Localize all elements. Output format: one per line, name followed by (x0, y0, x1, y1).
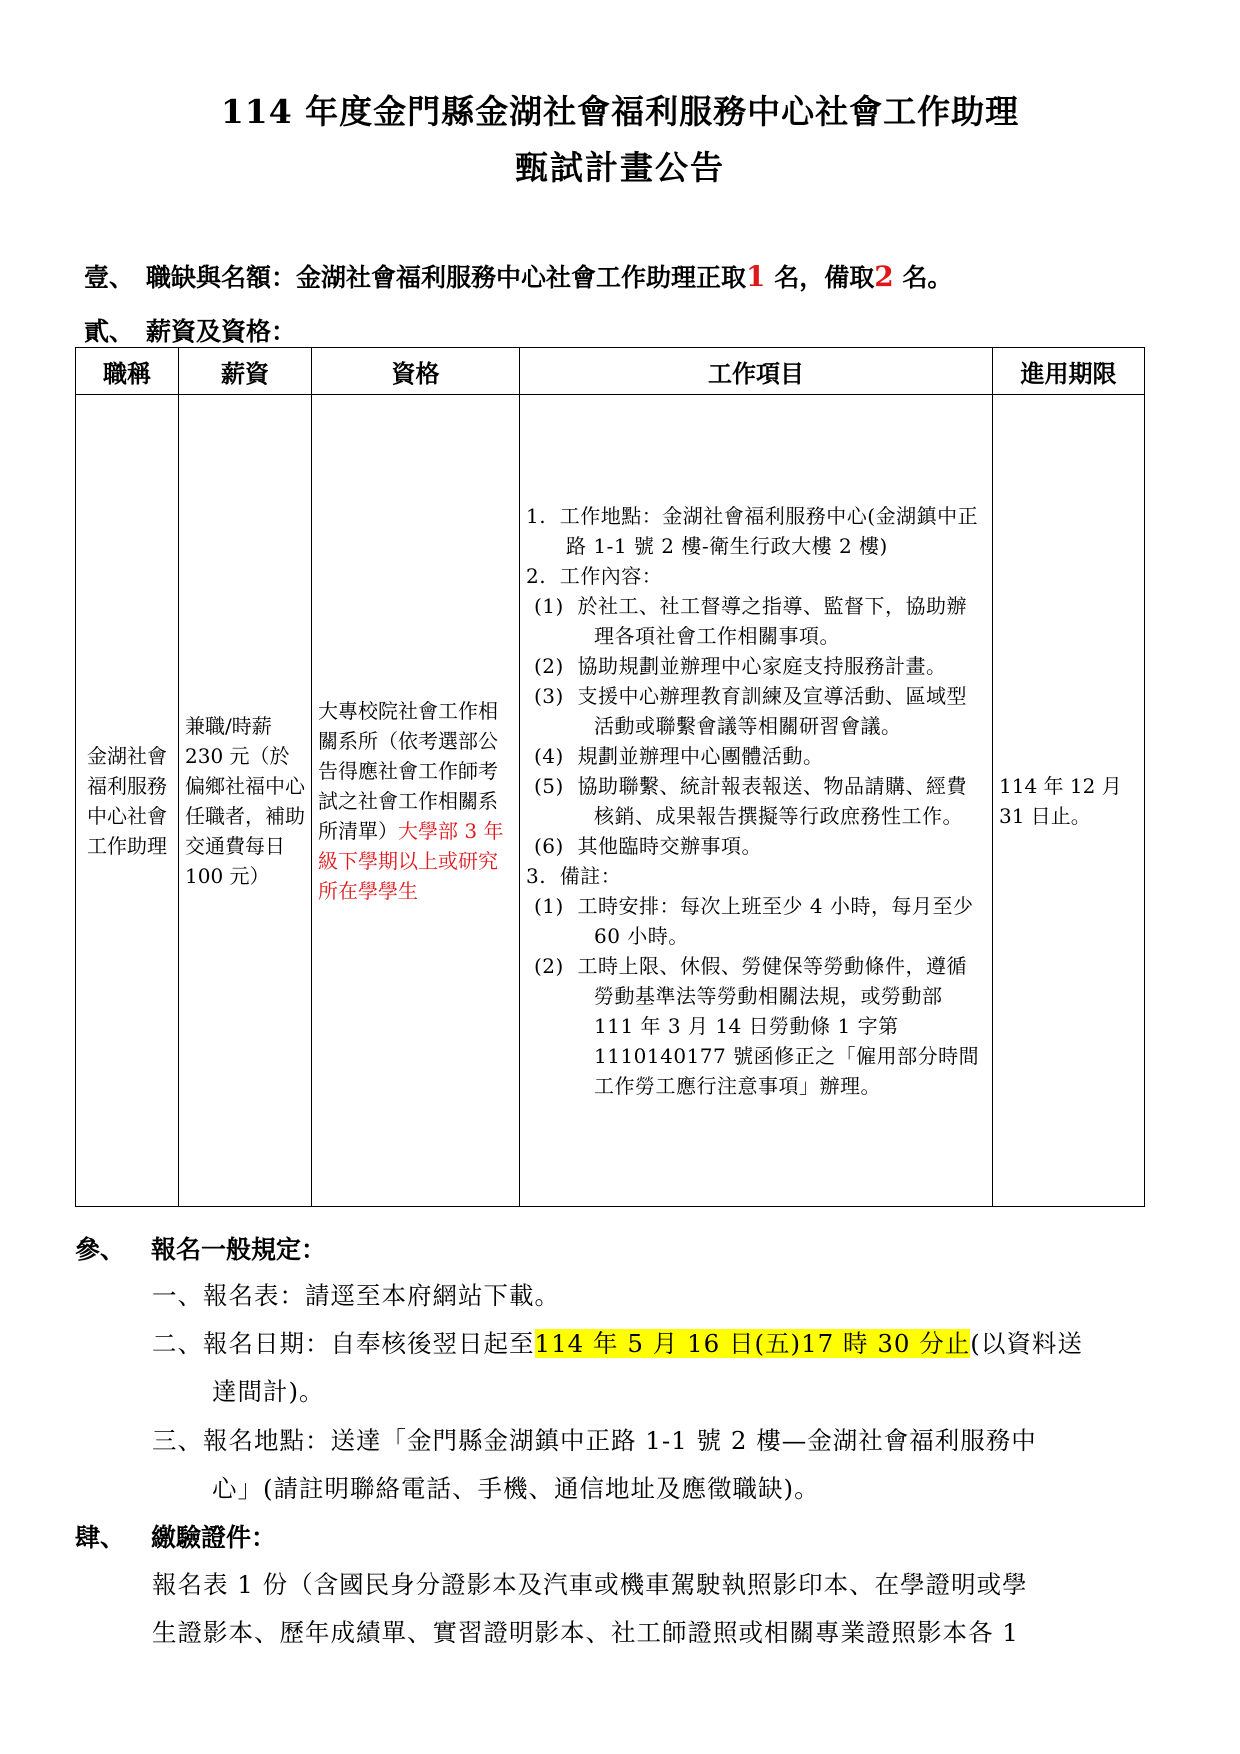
table-row (76, 395, 1145, 1207)
registration-form-item: 一、報名表：請逕至本府網站下載。 (152, 1281, 560, 1310)
section-number: 參、 (75, 1235, 126, 1264)
registration-place-item-cont: 心」(請註明聯絡電話、手機、通信地址及應徵職缺)。 (212, 1474, 820, 1503)
registration-deadline: 114 年 5 月 16 日(五)17 時 30 分止 (534, 1329, 971, 1358)
work-item: (2) 協助規劃並辦理中心家庭支持服務計畫。 (534, 653, 947, 678)
qualification-text: 大專校院社會工作相關系所（依考選部公告得應社會工作師考試之社會工作相關系所清單） (318, 698, 498, 843)
section-4-heading (75, 1518, 276, 1554)
work-item: 3. 備註： (526, 863, 622, 888)
cell-work-items (520, 395, 993, 1207)
registration-date-note: (以資料送 (970, 1329, 1083, 1358)
section-number: 壹、 (84, 263, 135, 292)
section-label: 報名一般規定： (151, 1235, 327, 1264)
cell-term: 114 年 12 月 31 日止。 (993, 395, 1145, 1207)
header-pay: 薪資 (179, 348, 312, 395)
header-qualification: 資格 (312, 348, 520, 395)
section-number: 肆、 (75, 1523, 126, 1552)
section-2-heading (84, 312, 296, 348)
header-term: 進用期限 (993, 348, 1145, 395)
job-table (75, 347, 1145, 1207)
cell-job-title: 金湖社會福利服務中心社會工作助理 (76, 395, 179, 1207)
section-label: 繳驗證件： (151, 1523, 277, 1552)
registration-date-item (152, 1325, 1083, 1360)
header-title: 職稱 (76, 348, 179, 395)
header-work-items: 工作項目 (520, 348, 993, 395)
section-number: 貳、 (84, 317, 135, 346)
work-item: (2) 工時上限、休假、勞健保等勞動條件，遵循勞動基準法等勞動相關法規，或勞動部 111 年 3 月 14 日勞動條 1 字第 1110140177 號函修正之「僱用部分時間工作勞工應行注意事項」辦理。 (534, 953, 980, 1098)
section-3-heading (75, 1230, 326, 1266)
registration-date-label: 二、報名日期：自奉核後翌日起至 (152, 1329, 535, 1358)
work-item: (1) 工時安排：每次上班至少 4 小時，每月至少 60 小時。 (534, 893, 974, 948)
registration-date-item-cont: 達間計)。 (212, 1377, 325, 1406)
work-item: (6) 其他臨時交辦事項。 (534, 833, 763, 858)
work-item: (4) 規劃並辦理中心團體活動。 (534, 743, 824, 768)
cell-qualification (312, 395, 520, 1207)
documents-text-line-1: 報名表 1 份（含國民身分證影本及汽車或機車駕駛執照影印本、在學證明或學 (152, 1570, 1028, 1599)
backup-count: 2 (874, 260, 894, 293)
work-item: (3) 支援中心辦理教育訓練及宣導活動、區域型活動或聯繫會議等相關研習會議。 (534, 683, 968, 738)
section-1-heading (84, 258, 952, 294)
work-item: (5) 協助聯繫、統計報表報送、物品請購、經費核銷、成果報告撰擬等行政庶務性工作。 (534, 773, 968, 828)
registration-place-item: 三、報名地點：送達「金門縣金湖鎮中正路 1-1 號 2 樓—金湖社會福利服務中 (152, 1426, 1037, 1455)
section-label: 薪資及資格： (146, 317, 297, 346)
section-label: 職缺與名額：金湖社會福利服務中心社會工作助理正取 (146, 263, 747, 292)
document-subtitle: 甄試計畫公告 (515, 148, 725, 187)
cell-pay: 兼職/時薪 230 元（於偏鄉社福中心任職者，補助交通費每日 100 元） (179, 395, 312, 1207)
work-item: 1. 工作地點：金湖社會福利服務中心(金湖鎮中正路 1-1 號 2 樓-衛生行政大樓 2 樓) (526, 503, 979, 558)
document-title: 114 年度金門縣金湖社會福利服務中心社會工作助理 (220, 92, 1020, 131)
documents-text-line-2: 生證影本、歷年成績單、實習證明影本、社工師證照或相關專業證照影本各 1 (152, 1618, 1019, 1647)
admit-count: 1 (746, 260, 766, 293)
section-label-mid: 名，備取 (765, 263, 875, 292)
work-item: (1) 於社工、社工督導之指導、監督下，協助辦理各項社會工作相關事項。 (534, 593, 968, 648)
work-item: 2. 工作內容： (526, 563, 663, 588)
work-item-list (526, 501, 986, 1101)
qualification-highlight: 大學部 3 年級下學期以上或研究所在學學生 (318, 818, 504, 903)
section-label-tail: 名。 (893, 263, 953, 292)
table-header-row (76, 348, 1145, 395)
